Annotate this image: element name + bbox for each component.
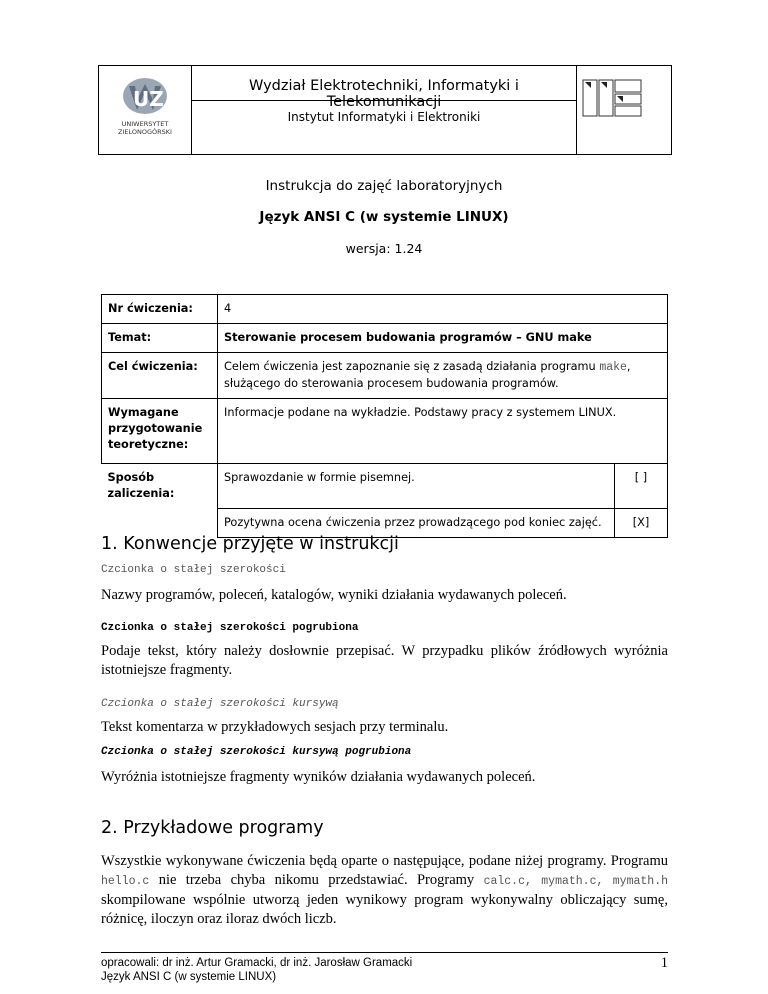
sec2-text-a: Wszystkie wykonywane ćwiczenia będą oparte o następujące, podane niżej programy. Programu	[101, 853, 668, 869]
institute-logo	[577, 66, 671, 154]
convention-1-sample: Czcionka o stałej szerokości	[101, 564, 286, 576]
wymagane-value: Informacje podane na wykładzie. Podstawy pracy z systemem LINUX.	[218, 399, 668, 464]
info-row-sposob-1	[102, 464, 668, 509]
cel-code-make: make	[599, 361, 627, 374]
sposob-option-2-mark: [X]	[615, 508, 668, 537]
info-row-wymagane	[102, 399, 668, 464]
nr-label: Nr ćwiczenia:	[102, 295, 218, 324]
university-logo	[99, 66, 191, 154]
institute-logo-cell	[576, 66, 671, 154]
doc-title: Język ANSI C (w systemie LINUX)	[259, 209, 509, 225]
exercise-info-table	[101, 294, 668, 538]
info-row-temat	[102, 324, 668, 353]
convention-4-desc: Wyróżnia istotniejsze fragmenty wyników działania wydawanych poleceń.	[101, 769, 536, 785]
section-2-paragraph	[101, 852, 668, 929]
info-row-cel	[102, 353, 668, 399]
cel-label: Cel ćwiczenia:	[102, 353, 218, 399]
logo-caption: UNIWERSYTET ZIELONOGÓRSKI	[118, 120, 172, 136]
page-number: 1	[660, 955, 668, 971]
convention-3-desc: Tekst komentarza w przykładowych sesjach przy terminalu.	[101, 719, 449, 735]
code-hello-c: hello.c	[101, 875, 150, 888]
sposob-option-1-mark: [ ]	[615, 464, 668, 509]
faculty-name: Wydział Elektrotechniki, Informatyki i Telekomunikacji	[249, 78, 519, 110]
sposob-option-1: Sprawozdanie w formie pisemnej.	[218, 464, 615, 509]
convention-1-desc: Nazwy programów, poleceń, katalogów, wyniki działania wydawanych poleceń.	[101, 587, 567, 603]
institute-name: Instytut Informatyki i Elektroniki	[287, 110, 481, 124]
temat-value: Sterowanie procesem budowania programów – GNU make	[218, 324, 668, 353]
cel-value	[218, 353, 668, 399]
wymagane-label: Wymagane przygotowanie teoretyczne:	[102, 399, 218, 464]
doc-version: wersja: 1.24	[345, 241, 423, 256]
convention-2-sample: Czcionka o stałej szerokości pogrubiona	[101, 622, 359, 634]
footer-authors: opracowali: dr inż. Artur Gramacki, dr inż. Jarosław Gramacki	[101, 957, 413, 969]
section-2-heading: 2. Przykładowe programy	[101, 818, 324, 838]
logo-text: UZ	[133, 87, 164, 111]
code-mymath-h: mymath.h	[612, 875, 668, 888]
temat-label: Temat:	[102, 324, 218, 353]
cel-text-2: , służącego do sterowania procesem budowania programów.	[224, 360, 631, 390]
info-row-sposob-2	[102, 508, 668, 537]
page-footer	[101, 952, 668, 984]
convention-3-sample: Czcionka o stałej szerokości kursywą	[101, 698, 339, 710]
code-calc-c: calc.c,	[483, 875, 532, 888]
university-logo-cell	[99, 66, 192, 154]
code-mymath-c: mymath.c,	[541, 875, 604, 888]
sec2-text-c: skompilowane wspólnie utworzą jeden wynikowy program wykonywalny obliczający sumę, różnicę, iloczyn oraz iloraz dwóch liczb.	[101, 892, 668, 927]
sec2-text-b: nie trzeba chyba nikomu przedstawiać. Programy	[149, 872, 484, 888]
cel-text-1: Celem ćwiczenia jest zapoznanie się z zasadą działania programu	[224, 360, 600, 373]
sposob-label: Sposób zaliczenia:	[102, 464, 218, 509]
nr-value: 4	[218, 295, 668, 324]
doc-type: Instrukcja do zajęć laboratoryjnych	[265, 178, 503, 194]
footer-course: Język ANSI C (w systemie LINUX)	[101, 971, 277, 983]
convention-2-desc: Podaje tekst, który należy dosłownie przepisać. W przypadku plików źródłowych wyróżnia istotniejsze fragmenty.	[101, 643, 668, 678]
convention-4-sample: Czcionka o stałej szerokości kursywą pogrubiona	[101, 746, 412, 758]
header-box	[98, 65, 672, 155]
info-row-nr	[102, 295, 668, 324]
section-1-heading: 1. Konwencje przyjęte w instrukcji	[101, 534, 399, 554]
sposob-option-2: Pozytywna ocena ćwiczenia przez prowadzącego pod koniec zajęć.	[218, 508, 615, 537]
